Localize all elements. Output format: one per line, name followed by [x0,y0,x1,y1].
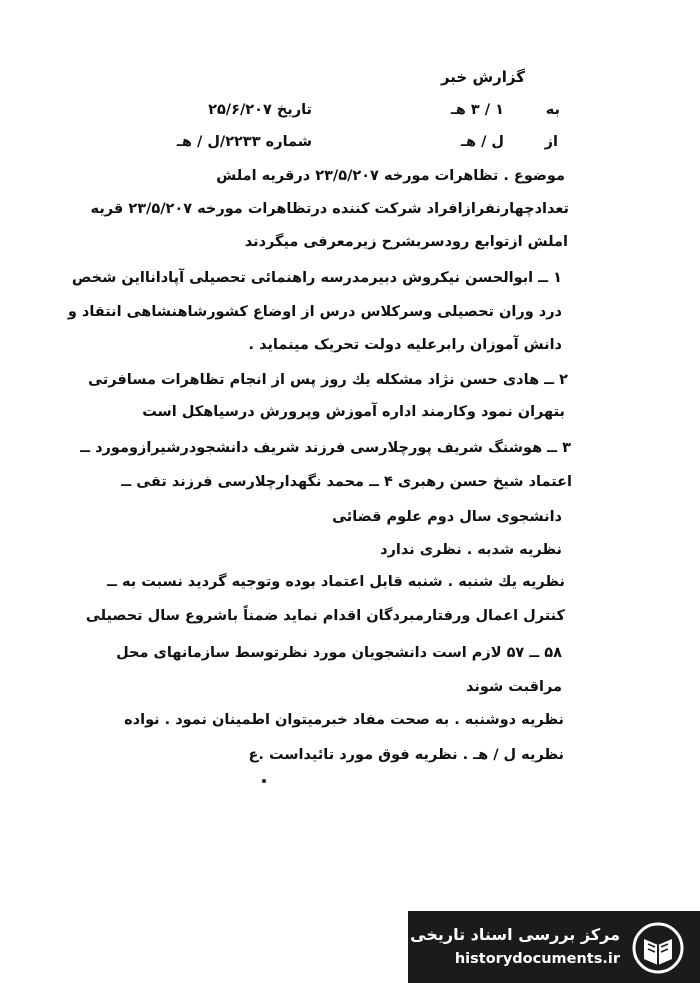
body-line: ۲ ــ هادی حسن نژاد مشکله یك روز پس از انجام تظاهرات مسافرتی [88,372,568,388]
date-field: تاریخ ۲۵/۶/۲۰۷ [208,102,312,118]
body-line: دانش آموزان رابرعلیه دولت تحریک مینماید . [248,337,562,353]
number-field: شماره ۲۲۳۳/ل / هـ [176,134,312,150]
body-line: ۵۸ ــ ۵۷ لازم است دانشجویان مورد نظرتوسط سازمانهای محل [116,645,562,661]
body-line: ۳ ــ هوشنگ شریف پورچلارسی فرزند شریف دانشجودرشیرازومورد ــ [80,440,571,456]
body-line: دانشجوی سال دوم علوم قضائی [332,509,562,525]
book-logo-icon [630,921,686,975]
body-line: اعتماد شیخ حسن رهبری ۴ ــ محمد نگهدارچلارسی فرزند تقی ــ [121,474,572,490]
ink-mark [262,779,266,783]
watermark-banner [408,911,700,983]
body-line: بتهران نمود وکارمند اداره آموزش وپرورش درسیاهکل است [142,404,565,420]
body-line: درد وران تحصیلی وسرکلاس درس از اوضاع کشورشاهنشاهی انتقاد و [67,304,562,320]
to-label: به [545,102,560,118]
opinion-line: نظریه یك شنبه . شنبه قابل اعتماد بوده وتوجیه گردید نسبت به ــ [107,574,565,590]
body-line: ۱ ــ ابوالحسن نیکروش دبیرمدرسه راهنمائی تحصیلی آپادانااین شخص [71,270,562,286]
from-value: ل / هـ [461,134,504,150]
body-line: کنترل اعمال ورفتارمبردگان اقدام نماید ضمناً باشروع سال تحصیلی [85,608,565,624]
opinion-line: نظریه ل / هـ . نظریه فوق مورد تائیداست .ع [248,747,564,763]
body-line: املش ازتوابع رودسربشرح زیرمعرفی میگردند [244,234,568,250]
watermark-title: مرکز بررسی اسناد تاریخی [410,925,620,944]
subject-line: موضوع . تظاهرات مورخه ۲۳/۵/۲۰۷ درقریه املش [216,168,565,184]
from-label: از [544,134,558,150]
watermark-url: historydocuments.ir [454,951,620,967]
to-value: ۱ / ۳ هـ [450,102,504,118]
body-line: تعدادچهارنفرازافراد شرکت کننده درتظاهرات مورخه ۲۳/۵/۲۰۷ قریه [90,201,569,217]
document-title: گزارش خبر [440,68,525,86]
opinion-line: نظریه دوشنبه . به صحت مفاد خبرمیتوان اطمینان نمود . نواده [124,712,564,728]
opinion-line: نظریه شدبه . نظری ندارد [380,542,562,558]
body-line: مراقبت شوند [466,679,562,695]
